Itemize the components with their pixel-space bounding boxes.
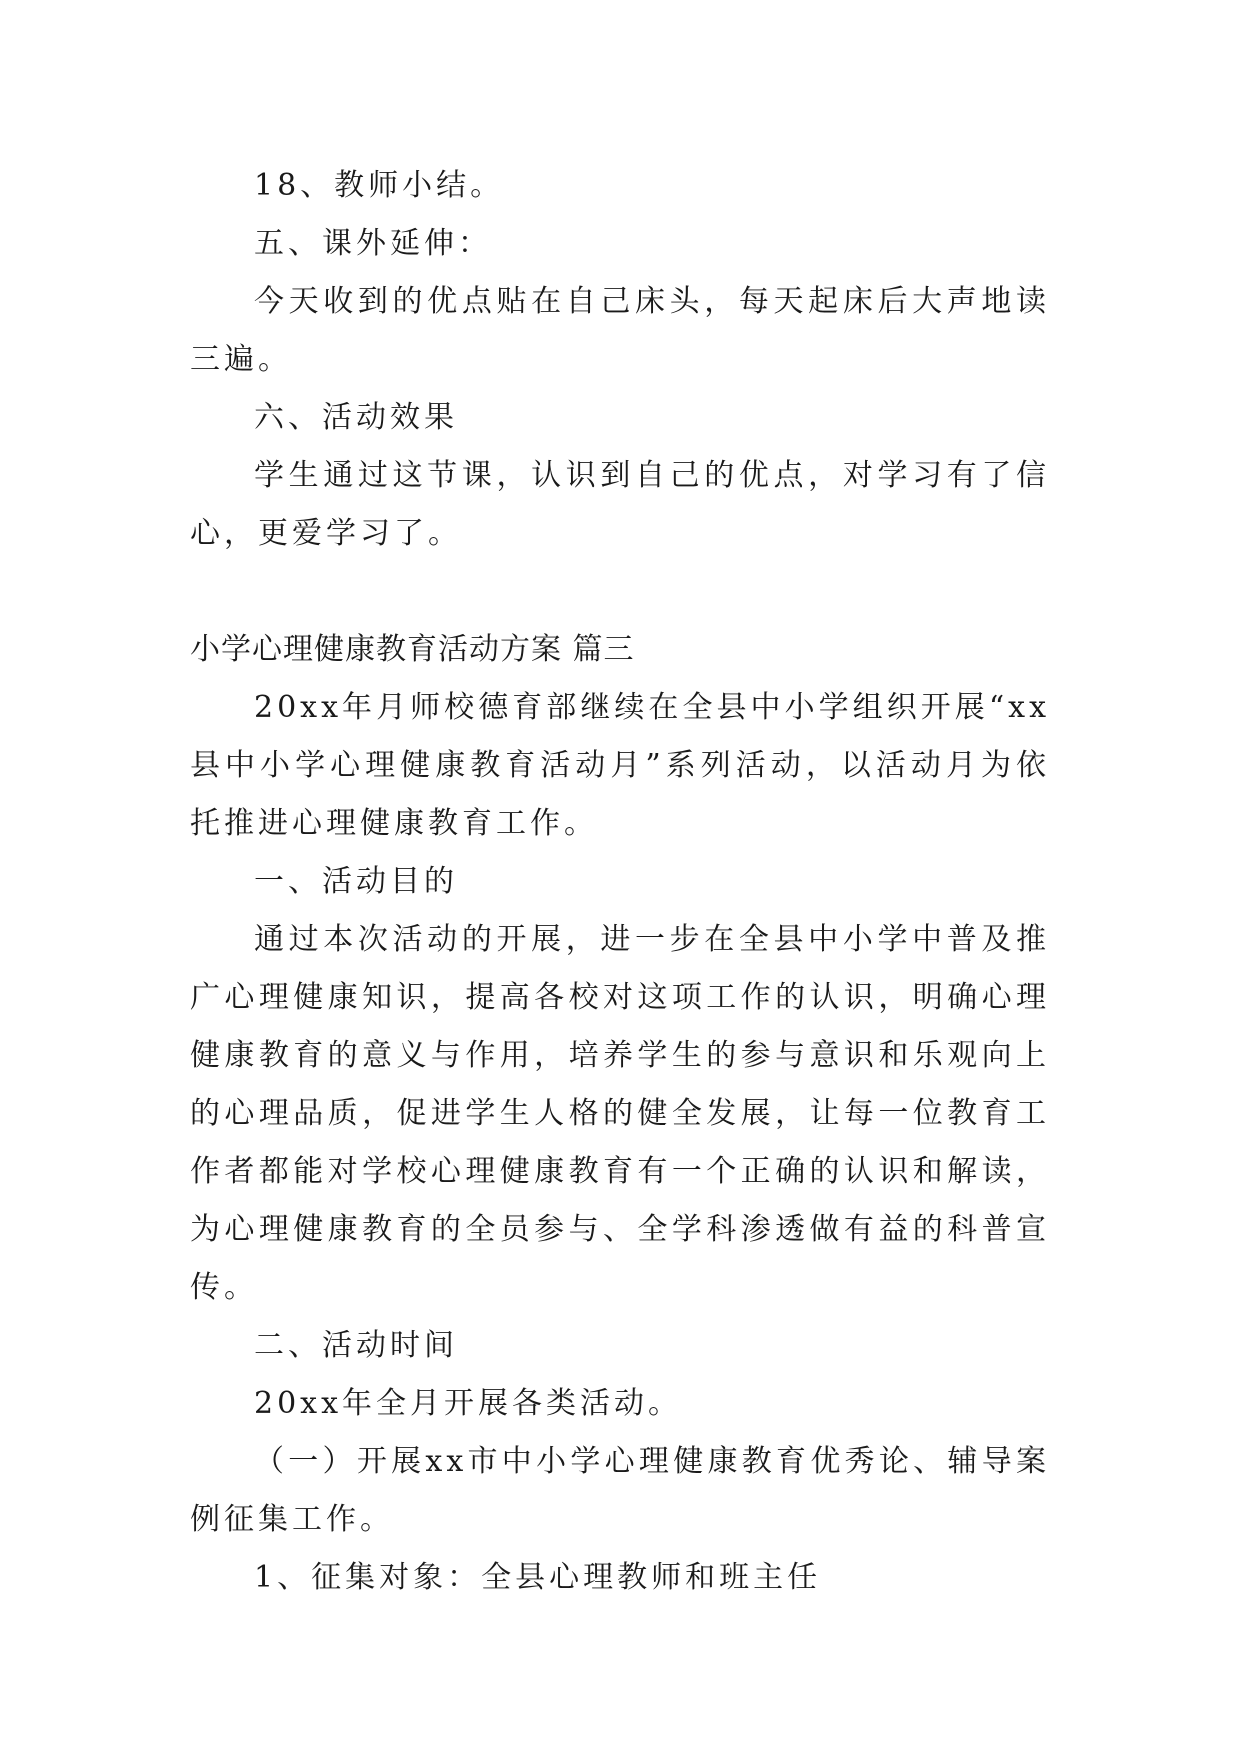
document-body <box>190 157 1050 1607</box>
paragraph-time-body: 20xx年全月开展各类活动。 <box>254 1386 683 1421</box>
paragraph-subsection-one: （一）开展xx市中小学心理健康教育优秀论、辅导案例征集工作。 <box>190 1444 1050 1537</box>
paragraph-extension-body: 今天收到的优点贴在自己床头，每天起床后大声地读三遍。 <box>190 284 1050 377</box>
paragraph-intro: 20xx年月师校德育部继续在全县中小学组织开展“xx县中小学心理健康教育活动月”系列活动，以活动月为依托推进心理健康教育工作。 <box>190 690 1050 841</box>
section-spacer <box>190 563 1050 621</box>
paragraph-purpose-body: 通过本次活动的开展，进一步在全县中小学中普及推广心理健康知识，提高各校对这项工作的认识，明确心理健康教育的意义与作用，培养学生的参与意识和乐观向上的心理品质，促进学生人格的健全发展，让每一位教育工作者都能对学校心理健康教育有一个正确的认识和解读，为心理健康教育的全员参与、全学科渗透做有益的科普宣传。 <box>190 922 1050 1305</box>
paragraph-time-heading: 二、活动时间 <box>254 1328 458 1363</box>
paragraph-effect-body: 学生通过这节课，认识到自己的优点，对学习有了信心，更爱学习了。 <box>190 458 1050 551</box>
paragraph-extension-heading: 五、课外延伸： <box>254 226 492 261</box>
paragraph-teacher-summary: 18、教师小结。 <box>254 168 505 203</box>
paragraph-purpose-heading: 一、活动目的 <box>254 864 458 899</box>
section-title: 小学心理健康教育活动方案 篇三 <box>190 632 635 667</box>
paragraph-collection-target: 1、征集对象：全县心理教师和班主任 <box>254 1560 822 1595</box>
paragraph-effect-heading: 六、活动效果 <box>254 400 458 435</box>
